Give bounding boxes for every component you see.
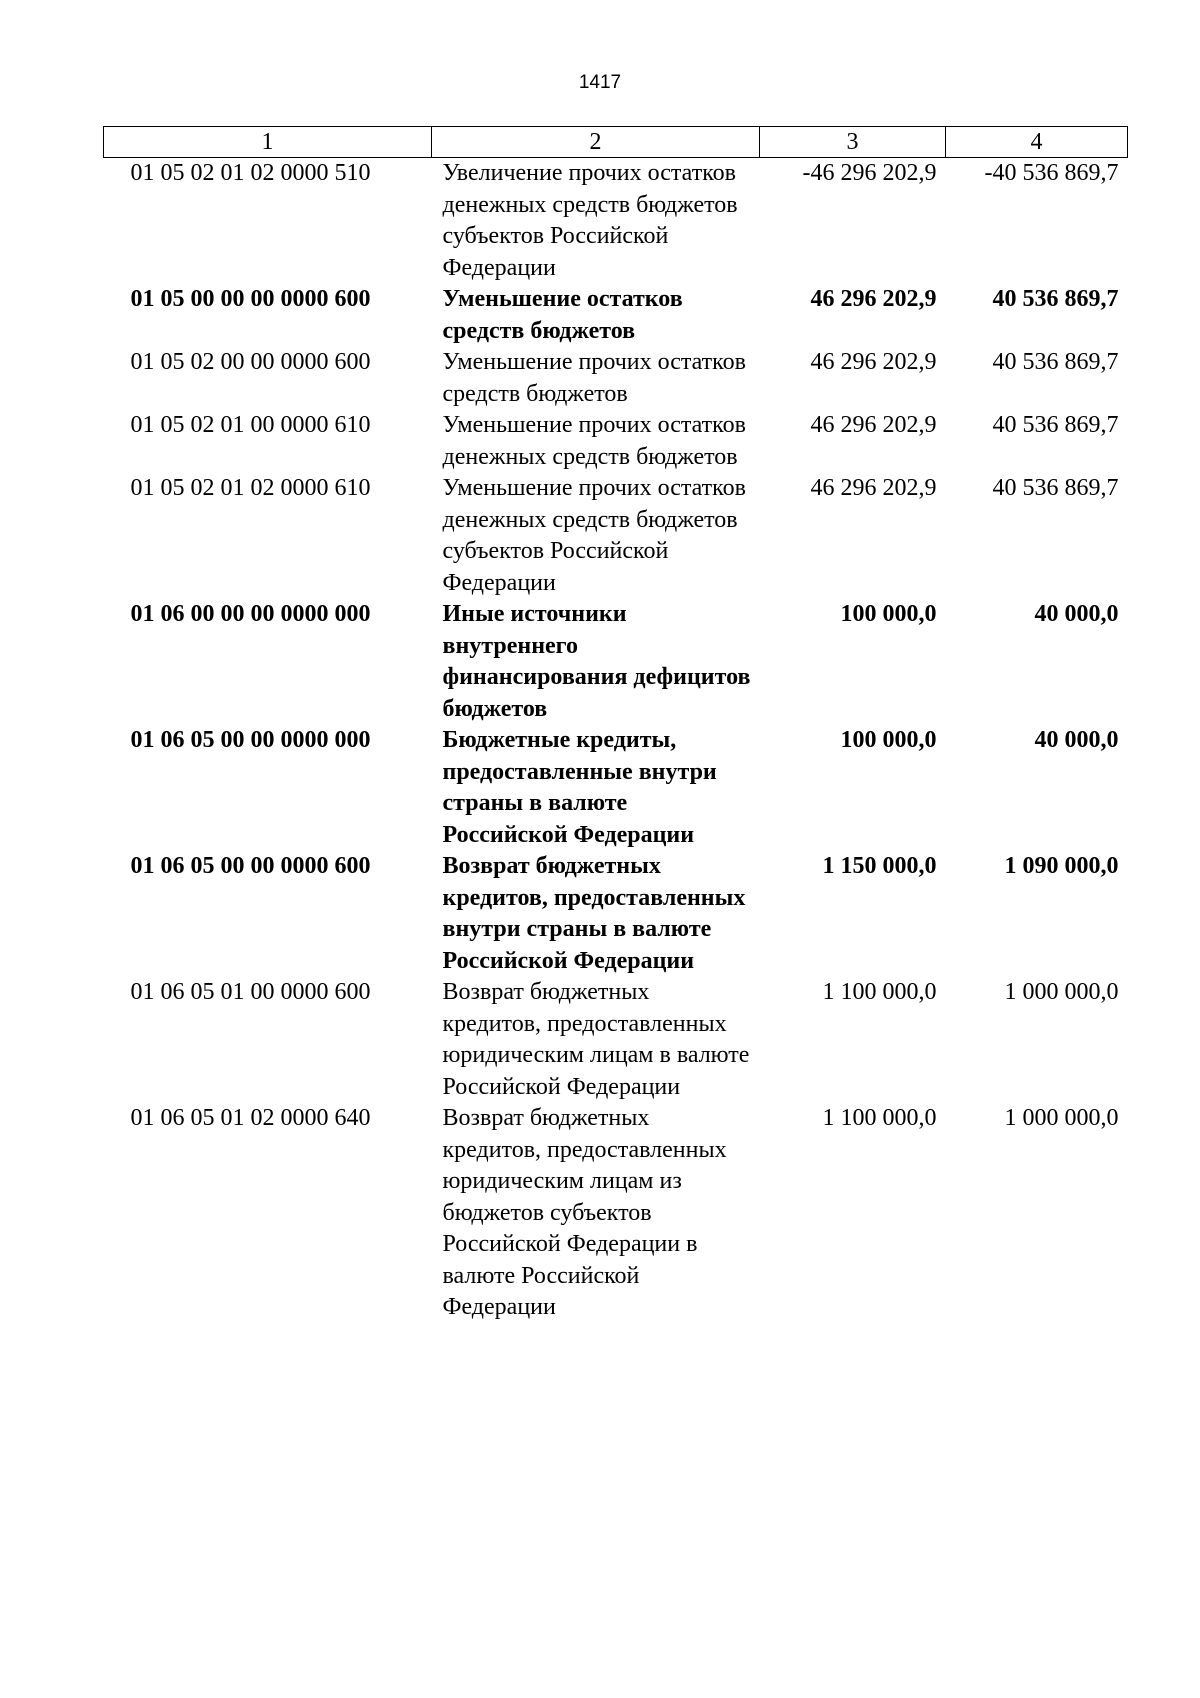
table-row [104, 158, 1128, 285]
table-row [104, 473, 1128, 599]
amount-col4-cell: 40 536 869,7 [992, 286, 1119, 312]
budget-code-cell: 01 05 02 00 00 0000 600 [130, 349, 371, 375]
amount-col3-cell: 46 296 202,9 [810, 412, 937, 438]
amount-col4-cell: 40 536 869,7 [992, 475, 1119, 501]
amount-col3-cell: 1 150 000,0 [822, 853, 937, 879]
budget-code-cell: 01 05 02 01 02 0000 510 [130, 160, 371, 186]
table-row [104, 599, 1128, 725]
description-cell: Увеличение прочих остатков денежных средств бюджетов субъектов Российской Федерации [442, 160, 738, 281]
budget-code-cell: 01 06 05 00 00 0000 600 [130, 853, 371, 879]
amount-col3-cell: 1 100 000,0 [822, 1105, 937, 1131]
column-header-3: 3 [760, 127, 946, 158]
amount-col3-cell: 46 296 202,9 [810, 286, 937, 312]
description-cell: Уменьшение прочих остатков денежных средств бюджетов субъектов Российской Федерации [442, 475, 746, 596]
column-header-2: 2 [432, 127, 760, 158]
table-row [104, 410, 1128, 473]
description-cell: Иные источники внутреннего финансирования дефицитов бюджетов [442, 601, 751, 722]
budget-code-cell: 01 06 05 00 00 0000 000 [130, 727, 371, 753]
description-cell: Возврат бюджетных кредитов, предоставленных юридическим лицам в валюте Российской Федерации [442, 979, 750, 1100]
column-header-1: 1 [104, 127, 432, 158]
table-header-row [104, 127, 1128, 158]
description-cell: Возврат бюджетных кредитов, предоставленных юридическим лицам из бюджетов субъектов Российской Федерации в валюте Российской Федерации [442, 1105, 727, 1320]
amount-col4-cell: 40 000,0 [1034, 727, 1119, 753]
budget-sources-table [103, 126, 1128, 1324]
table-row [104, 347, 1128, 410]
amount-col3-cell: 100 000,0 [840, 601, 937, 627]
amount-col4-cell: -40 536 869,7 [984, 160, 1119, 186]
table-row [104, 977, 1128, 1103]
amount-col3-cell: -46 296 202,9 [802, 160, 937, 186]
amount-col4-cell: 1 000 000,0 [1004, 1105, 1119, 1131]
amount-col4-cell: 40 536 869,7 [992, 349, 1119, 375]
table-row [104, 725, 1128, 851]
amount-col3-cell: 46 296 202,9 [810, 349, 937, 375]
amount-col3-cell: 1 100 000,0 [822, 979, 937, 1005]
amount-col3-cell: 46 296 202,9 [810, 475, 937, 501]
description-cell: Бюджетные кредиты, предоставленные внутри страны в валюте Российской Федерации [442, 727, 717, 848]
amount-col4-cell: 40 000,0 [1034, 601, 1119, 627]
budget-code-cell: 01 05 02 01 00 0000 610 [130, 412, 371, 438]
budget-code-cell: 01 06 00 00 00 0000 000 [130, 601, 371, 627]
budget-code-cell: 01 06 05 01 00 0000 600 [130, 979, 371, 1005]
amount-col3-cell: 100 000,0 [840, 727, 937, 753]
page-number: 1417 [578, 72, 622, 93]
amount-col4-cell: 40 536 869,7 [992, 412, 1119, 438]
budget-code-cell: 01 05 02 01 02 0000 610 [130, 475, 371, 501]
amount-col4-cell: 1 090 000,0 [1004, 853, 1119, 879]
budget-code-cell: 01 06 05 01 02 0000 640 [130, 1105, 371, 1131]
description-cell: Уменьшение остатков средств бюджетов [442, 286, 683, 344]
column-header-4: 4 [946, 127, 1128, 158]
description-cell: Возврат бюджетных кредитов, предоставленных внутри страны в валюте Российской Федерации [442, 853, 746, 974]
table-row [104, 851, 1128, 977]
description-cell: Уменьшение прочих остатков денежных средств бюджетов [442, 412, 746, 470]
budget-code-cell: 01 05 00 00 00 0000 600 [130, 286, 371, 312]
table-row [104, 284, 1128, 347]
description-cell: Уменьшение прочих остатков средств бюджетов [442, 349, 746, 407]
table-row [104, 1103, 1128, 1324]
amount-col4-cell: 1 000 000,0 [1004, 979, 1119, 1005]
